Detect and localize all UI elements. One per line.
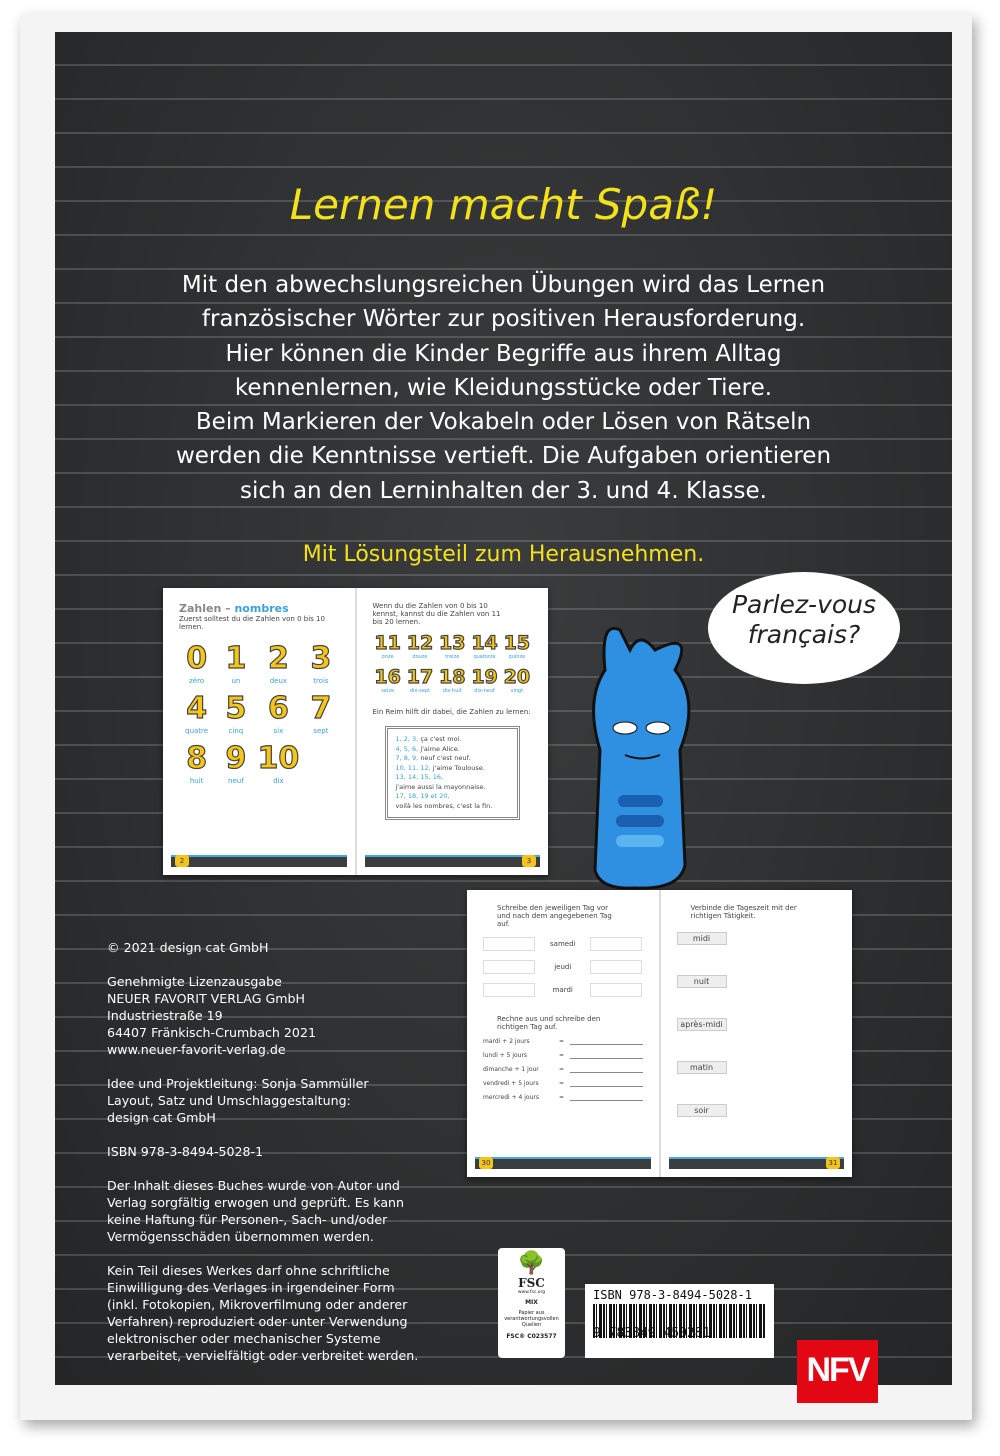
preview-page-left [163, 588, 355, 875]
number-item [258, 741, 300, 785]
credit-line: www.neuer-favorit-verlag.de [107, 1042, 286, 1057]
number-word: neuf [228, 777, 244, 785]
number-word: quinze [508, 654, 526, 660]
number-word: dix [273, 777, 284, 785]
number-item [405, 632, 435, 660]
answer-line [570, 1080, 642, 1087]
page-footer-bar [669, 1157, 845, 1169]
rhyme-line [396, 783, 510, 793]
page-number: 31 [826, 1157, 840, 1169]
day-label: mardi [552, 986, 573, 994]
calc-expression: lundi + 5 jours [483, 1052, 528, 1059]
number-digit: 7 [310, 691, 332, 726]
equals-sign: = [559, 1052, 565, 1059]
page-number: 30 [479, 1157, 493, 1169]
calc-expression: vendredi + 5 jours [483, 1080, 539, 1087]
heading-de: Zahlen – [179, 602, 231, 615]
rhyme-numbers: 4, 5, 6, [395, 744, 419, 753]
imprint-credits [107, 939, 418, 1381]
rhyme-line [396, 792, 510, 802]
rhyme-text: j'aime Alice. [418, 744, 460, 753]
task-instruction: Rechne aus und schreibe den richtigen Tag auf. [497, 1015, 601, 1031]
preview-heading [179, 602, 339, 615]
equals-sign: = [559, 1066, 565, 1073]
calc-expression: mardi + 2 jours [483, 1038, 530, 1045]
rhyme-numbers: 1, 2, 3, [395, 735, 419, 743]
number-digit: 8 [186, 741, 208, 776]
number-digit: 2 [267, 641, 289, 676]
number-item [179, 641, 214, 685]
fsc-label [498, 1248, 565, 1358]
answer-box [483, 937, 535, 951]
credit-line: Verlag sorgfältig erwogen und geprüft. Es kann [107, 1195, 405, 1210]
number-digit: 12 [406, 632, 434, 654]
fsc-mix: MIX [525, 1299, 538, 1306]
page-number: 3 [522, 855, 536, 867]
rhyme-line [396, 754, 510, 764]
preview-spread-days [467, 890, 852, 1177]
credit-line: verarbeitet, vervielfältigt oder verbreitet werden. [107, 1348, 419, 1363]
number-item [405, 666, 435, 694]
calc-row [483, 1066, 643, 1073]
rhyme-text: neuf c'est neuf. [418, 754, 471, 762]
calc-row [483, 1038, 643, 1045]
credit-line: Einwilligung des Verlages in irgendeiner Form [107, 1280, 395, 1295]
number-digit: 14 [471, 632, 498, 654]
calc-expression: dimanche + 1 jour [483, 1066, 539, 1073]
rhyme-box [385, 726, 521, 820]
day-label: samedi [550, 940, 576, 948]
number-word: dix-sept [409, 688, 431, 694]
number-word: vingt [510, 688, 524, 694]
number-digit: 19 [471, 666, 498, 688]
fsc-logo: FSC [518, 1276, 545, 1290]
credit-line: design cat GmbH [107, 1110, 216, 1125]
heading-fr: nombres [234, 602, 289, 615]
equals-sign: = [559, 1080, 565, 1087]
description-line: kennenlernen, wie Kleidungsstücke oder Tiere. [234, 374, 773, 401]
fsc-text: Papier aus verantwortungsvollen Quellen [504, 1310, 559, 1328]
fsc-tree-icon: 🌳 [517, 1251, 546, 1276]
description-line: Beim Markieren der Vokabeln oder Lösen von Rätseln [195, 409, 812, 436]
number-digit: 16 [374, 666, 401, 688]
rhyme-numbers: 17, 18, 19 et 20, [395, 792, 450, 800]
number-digit: 6 [267, 691, 289, 726]
credit-line: elektronischer oder mechanischer Systeme [107, 1331, 381, 1346]
time-label: après-midi [677, 1018, 727, 1031]
calc-row [483, 1052, 643, 1059]
day-row [483, 937, 643, 951]
credit-line: Industriestraße 19 [107, 1008, 223, 1023]
description-line: Hier können die Kinder Begriffe aus ihrem Alltag [225, 340, 782, 367]
number-word: dix-huit [442, 688, 462, 694]
preview-page-right [355, 588, 549, 875]
answer-line [570, 1094, 642, 1101]
isbn-text: ISBN 978-3-8494-5028-1 [107, 1144, 264, 1159]
speech-line: français? [747, 620, 861, 649]
calc-row [483, 1080, 643, 1087]
answer-box [590, 983, 642, 997]
time-label: soir [677, 1104, 727, 1117]
preview-page-right [659, 890, 853, 1177]
number-word: dix-neuf [474, 688, 495, 694]
number-word: un [231, 677, 241, 685]
number-digit: 18 [439, 666, 466, 688]
number-item [469, 632, 499, 660]
answer-line [570, 1052, 642, 1059]
number-item [179, 741, 214, 785]
cover-subline: Mit Lösungsteil zum Herausnehmen. [302, 542, 705, 567]
preview-intro: Zuerst solltest du die Zahlen von 0 bis 10 lernen. [179, 615, 325, 631]
answer-box [590, 937, 642, 951]
rhyme-numbers: 13, 14, 15, 16, [395, 773, 444, 781]
number-digit: 9 [225, 741, 247, 776]
equals-sign: = [559, 1094, 565, 1101]
cover-title: Lernen macht Spaß! [289, 180, 718, 229]
rhyme-numbers: 7, 8, 9, [395, 754, 419, 762]
equals-sign: = [559, 1038, 565, 1045]
rhyme-text: voilà les nombres, c'est la fin. [395, 801, 493, 810]
days-exercise [483, 937, 643, 997]
description-line: Mit den abwechslungsreichen Übungen wird das Lernen [181, 272, 826, 298]
number-digit: 11 [374, 632, 401, 654]
number-item [502, 666, 532, 694]
numbers-grid [179, 641, 339, 785]
task-instruction: Verbinde die Tageszeit mit der richtigen Tätigkeit. [690, 904, 797, 920]
rhyme-line [396, 773, 510, 783]
answer-box [483, 983, 535, 997]
number-word: quatorze [473, 654, 496, 660]
credit-line: Vermögensschäden übernommen werden. [107, 1229, 374, 1244]
credit-line: Der Inhalt dieses Buches wurde von Autor und [107, 1178, 400, 1193]
number-word: treize [445, 654, 460, 660]
barcode-digits: 9 783849 450281 [593, 1326, 711, 1341]
number-item [258, 641, 300, 685]
page-footer-bar [171, 855, 347, 867]
credit-line: 64407 Fränkisch-Crumbach 2021 [107, 1025, 316, 1040]
number-digit: 4 [186, 691, 208, 726]
number-item [373, 666, 403, 694]
number-item [218, 741, 253, 785]
fsc-url: www.fsc.org [517, 1290, 546, 1295]
rhyme-text: j'aime Toulouse. [430, 763, 485, 772]
disclaimer-liability [107, 1177, 418, 1245]
page-footer-bar [365, 855, 541, 867]
rhyme-text: j'aime aussi la mayonnaise. [395, 782, 486, 791]
preview-page-left [467, 890, 659, 1177]
time-label: nuit [677, 975, 727, 988]
number-word: douze [412, 654, 428, 660]
copyright: © 2021 design cat GmbH [107, 940, 269, 955]
description-line: werden die Kenntnisse vertieft. Die Aufgaben orientieren [175, 443, 832, 470]
barcode-isbn: ISBN 978-3-8494-5028-1 [593, 1288, 752, 1302]
rhyme-line [396, 735, 510, 745]
rhyme-line [396, 745, 510, 755]
credit-line: Idee und Projektleitung: Sonja Sammüller [107, 1076, 369, 1091]
description-line: französischer Wörter zur positiven Herausforderung. [201, 306, 806, 333]
preview-spread-numbers [163, 588, 548, 875]
page-number: 2 [175, 855, 189, 867]
number-item [179, 691, 214, 735]
time-label: matin [677, 1061, 727, 1074]
calc-expression: mercredi + 4 jours [483, 1094, 539, 1101]
number-digit: 13 [439, 632, 466, 654]
number-item [258, 691, 300, 735]
number-digit: 20 [503, 666, 531, 688]
page-footer-bar [475, 1157, 651, 1169]
credit-line: Genehmigte Lizenzausgabe [107, 974, 282, 989]
number-item [437, 632, 467, 660]
people-info [107, 1075, 418, 1126]
number-word: trois [313, 677, 329, 685]
time-label: midi [677, 932, 727, 945]
rhyme-numbers: 10, 11, 12, [395, 763, 431, 772]
number-digit: 15 [503, 632, 531, 654]
number-word: cinq [228, 727, 244, 735]
day-label: jeudi [554, 963, 572, 971]
disclaimer-copyright [107, 1262, 418, 1364]
number-digit: 5 [225, 691, 247, 726]
numbers-grid-2 [373, 632, 533, 694]
blue-monster-illustration [580, 610, 710, 895]
publisher-logo-nfv: NFV [797, 1340, 878, 1403]
calc-row [483, 1094, 643, 1101]
credit-line: NEUER FAVORIT VERLAG GmbH [107, 991, 305, 1006]
speech-line: Parlez-vous [731, 590, 877, 619]
rhyme-line [396, 764, 510, 774]
day-row [483, 983, 643, 997]
credit-line: Layout, Satz und Umschlaggestaltung: [107, 1093, 351, 1108]
number-digit: 10 [257, 741, 300, 776]
credit-line: (inkl. Fotokopien, Mikroverfilmung oder anderer [107, 1297, 408, 1312]
rhyme-intro: Ein Reim hilft dir dabei, die Zahlen zu lernen: [372, 708, 531, 716]
number-word: zéro [189, 677, 205, 685]
number-item [437, 666, 467, 694]
number-digit: 0 [186, 641, 208, 676]
barcode-label [585, 1284, 774, 1358]
number-item [469, 666, 499, 694]
credit-line: Verfahren) reproduziert oder unter Verwendung [107, 1314, 408, 1329]
number-word: onze [381, 654, 394, 660]
times-exercise [677, 932, 837, 1117]
speech-bubble [708, 572, 900, 684]
number-item [218, 691, 253, 735]
number-word: huit [189, 777, 204, 785]
number-item [303, 641, 338, 685]
number-word: seize [381, 688, 395, 694]
credit-line: Kein Teil dieses Werkes darf ohne schriftliche [107, 1263, 390, 1278]
day-row [483, 960, 643, 974]
number-digit: 17 [406, 666, 434, 688]
preview-intro2: Wenn du die Zahlen von 0 bis 10 kennst, kannst du die Zahlen von 11 bis 20 lernen. [372, 602, 501, 626]
number-item [502, 632, 532, 660]
rhyme-text: ça c'est moi. [418, 735, 462, 743]
number-item [218, 641, 253, 685]
answer-box [590, 960, 642, 974]
rhyme-line [396, 802, 510, 812]
calc-exercise [483, 1038, 643, 1101]
cover-description [55, 268, 952, 508]
number-item [373, 632, 403, 660]
number-word: deux [269, 677, 288, 685]
number-item [303, 691, 338, 735]
fsc-code: FSC® C023577 [506, 1333, 557, 1340]
answer-line [570, 1038, 642, 1045]
number-digit: 1 [225, 641, 247, 676]
number-word: sept [313, 727, 329, 735]
answer-box [483, 960, 535, 974]
credit-line: keine Haftung für Personen-, Sach- und/oder [107, 1212, 388, 1227]
number-word: quatre [185, 727, 209, 735]
answer-line [570, 1066, 642, 1073]
number-word: six [273, 727, 284, 735]
task-instruction: Schreibe den jeweiligen Tag vor und nach dem angegebenen Tag auf. [497, 904, 612, 928]
license-info [107, 973, 418, 1058]
description-line: sich an den Lerninhalten der 3. und 4. Klasse. [240, 477, 767, 504]
number-digit: 3 [310, 641, 332, 676]
